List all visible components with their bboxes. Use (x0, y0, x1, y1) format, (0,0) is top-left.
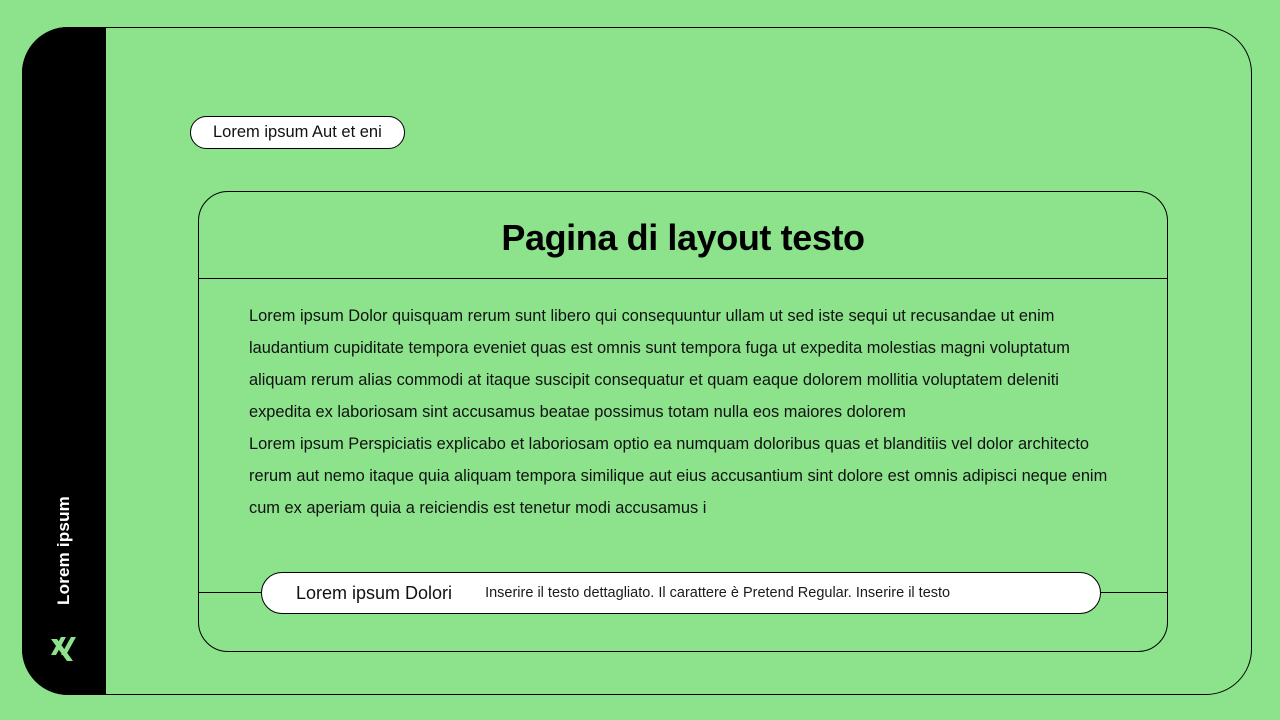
bottom-detail-pill[interactable] (261, 572, 1101, 614)
bottom-pill-title: Lorem ipsum Dolori (296, 582, 453, 603)
body-text-area (249, 300, 1123, 578)
body-paragraph: Lorem ipsum Perspiciatis explicabo et laboriosam optio ea numquam doloribus quas et blanditiis vel dolor architecto rerum aut nemo itaque quia aliquam tempora similique aut eius accusantium sint dolore est omnis adipisci neque enim cum ex aperiam quia a reiciendis est tenetur modi accusamus i (249, 435, 1108, 517)
top-tag-label: Lorem ipsum Aut et eni (213, 123, 382, 141)
title-divider (199, 278, 1167, 279)
bottom-pill-description: Inserire il testo dettagliato. Il carattere è Pretend Regular. Inserire il testo (485, 585, 951, 601)
sidebar (22, 27, 106, 695)
page-title: Pagina di layout testo (501, 217, 865, 258)
top-tag-pill[interactable] (190, 116, 405, 149)
sidebar-vertical-label: Lorem ipsum (54, 496, 73, 605)
body-paragraph: Lorem ipsum Dolor quisquam rerum sunt libero qui consequuntur ullam ut sed iste sequi ut recusandae ut enim laudantium cupiditate tempora eveniet quas est omnis sunt tempora fuga ut expedita molestias magni voluptatum aliquam rerum alias commodi at itaque suscipit consequatur et quam eaque dolorem mollitia voluptatem deleniti expedita ex laboriosam sint accusamus beatae possimus totam nulla eos maiores dolorem (249, 307, 1070, 421)
diagonal-slash-logo-icon (49, 635, 79, 663)
